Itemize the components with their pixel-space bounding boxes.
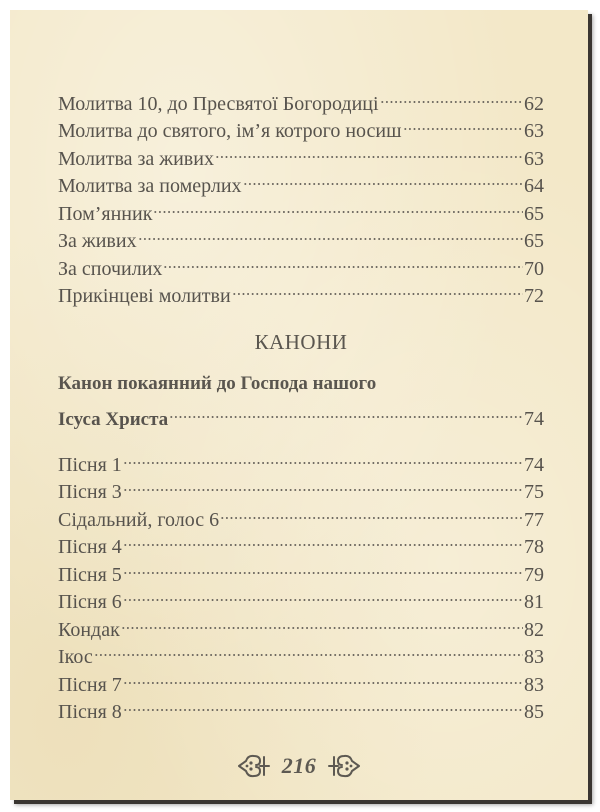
dot-leader	[153, 192, 523, 220]
dot-leader	[215, 137, 523, 165]
page-number: 216	[281, 753, 317, 778]
dot-leader	[94, 636, 523, 664]
dot-leader	[123, 526, 523, 554]
dot-leader	[123, 553, 523, 581]
toc-entry-page: 83	[524, 646, 544, 668]
toc-entry-page: 83	[524, 673, 544, 696]
toc-entry-page: 74	[524, 453, 544, 476]
toc-entry	[58, 581, 544, 613]
dot-leader	[163, 247, 523, 275]
section-heading: КАНОНИ	[254, 330, 348, 354]
toc-entry-page: 65	[524, 202, 544, 225]
toc-entry	[58, 663, 544, 696]
dot-leader	[169, 398, 523, 426]
toc-entry-title: Пісня 8	[58, 701, 122, 723]
toc-entry-title: Прикінцеві молитви	[58, 285, 231, 307]
toc-entry-page: 85	[524, 701, 544, 723]
dot-leader	[123, 691, 523, 719]
toc-entry	[58, 553, 544, 586]
toc-entry	[58, 82, 544, 115]
toc-entry-page: 62	[524, 92, 544, 115]
toc-entry	[58, 636, 544, 668]
toc-entry-title: Кондак	[58, 618, 120, 641]
dot-leader	[243, 165, 523, 193]
toc-entry-page: 63	[524, 120, 544, 142]
toc-entry	[58, 526, 544, 558]
toc-entry-title: Пом’янник	[58, 202, 153, 225]
toc-entry-title: Молитва за живих	[58, 147, 214, 170]
ornament-left-icon	[236, 752, 272, 780]
ornament-right-icon	[326, 752, 362, 780]
toc-entry-title: Пісня 6	[58, 591, 122, 613]
toc-entry-title: Пісня 3	[58, 481, 122, 503]
toc-entry-page: 64	[524, 175, 544, 197]
toc-entry-page: 81	[524, 591, 544, 613]
toc-entry-title: Пісня 4	[58, 536, 122, 558]
dot-leader	[220, 498, 523, 526]
toc-entry	[58, 498, 544, 531]
dot-leader	[138, 220, 523, 248]
toc-entry-page: 63	[524, 147, 544, 170]
dot-leader	[123, 581, 523, 609]
toc-entry-page: 79	[524, 563, 544, 586]
page-footer	[10, 752, 588, 780]
table-of-contents	[58, 82, 544, 723]
toc-entry-title: Пісня 1	[58, 453, 122, 476]
toc-entry-page: 70	[524, 257, 544, 280]
toc-entry-page: 72	[524, 285, 544, 307]
toc-main-entry	[58, 398, 544, 430]
toc-entry-title: Молитва за померлих	[58, 175, 242, 197]
toc-entry	[58, 608, 544, 641]
toc-entry-title: Ікос	[58, 646, 93, 668]
toc-entry-page: 77	[524, 508, 544, 531]
toc-entry-title: Молитва 10, до Пресвятої Богородиці	[58, 92, 379, 115]
toc-entry	[58, 443, 544, 476]
toc-entry	[58, 691, 544, 723]
toc-entry	[58, 471, 544, 503]
toc-main-entry-title-line1: Канон покаянний до Господа нашого	[58, 373, 377, 394]
dot-leader	[123, 663, 523, 691]
toc-entry-title: За живих	[58, 230, 137, 252]
dot-leader	[380, 82, 523, 110]
toc-entry-title: Пісня 7	[58, 673, 122, 696]
dot-leader	[232, 275, 523, 303]
toc-entry-title: Пісня 5	[58, 563, 122, 586]
dot-leader	[123, 471, 523, 499]
dot-leader	[121, 608, 523, 636]
toc-entry-page: 65	[524, 230, 544, 252]
toc-entry-title: Молитва до святого, ім’я котрого носиш	[58, 120, 402, 142]
toc-entry-page: 75	[524, 481, 544, 503]
toc-main-entry-title-line2: Ісуса Христа	[58, 409, 169, 430]
dot-leader	[123, 443, 523, 471]
toc-entry-page: 82	[524, 618, 544, 641]
dot-leader	[403, 110, 524, 138]
toc-entry-page: 74	[524, 408, 544, 430]
toc-entry-page: 78	[524, 536, 544, 558]
book-page	[10, 10, 588, 800]
toc-entry-title: За спочилих	[58, 257, 163, 280]
toc-entry-title: Сідальний, голос 6	[58, 508, 220, 531]
